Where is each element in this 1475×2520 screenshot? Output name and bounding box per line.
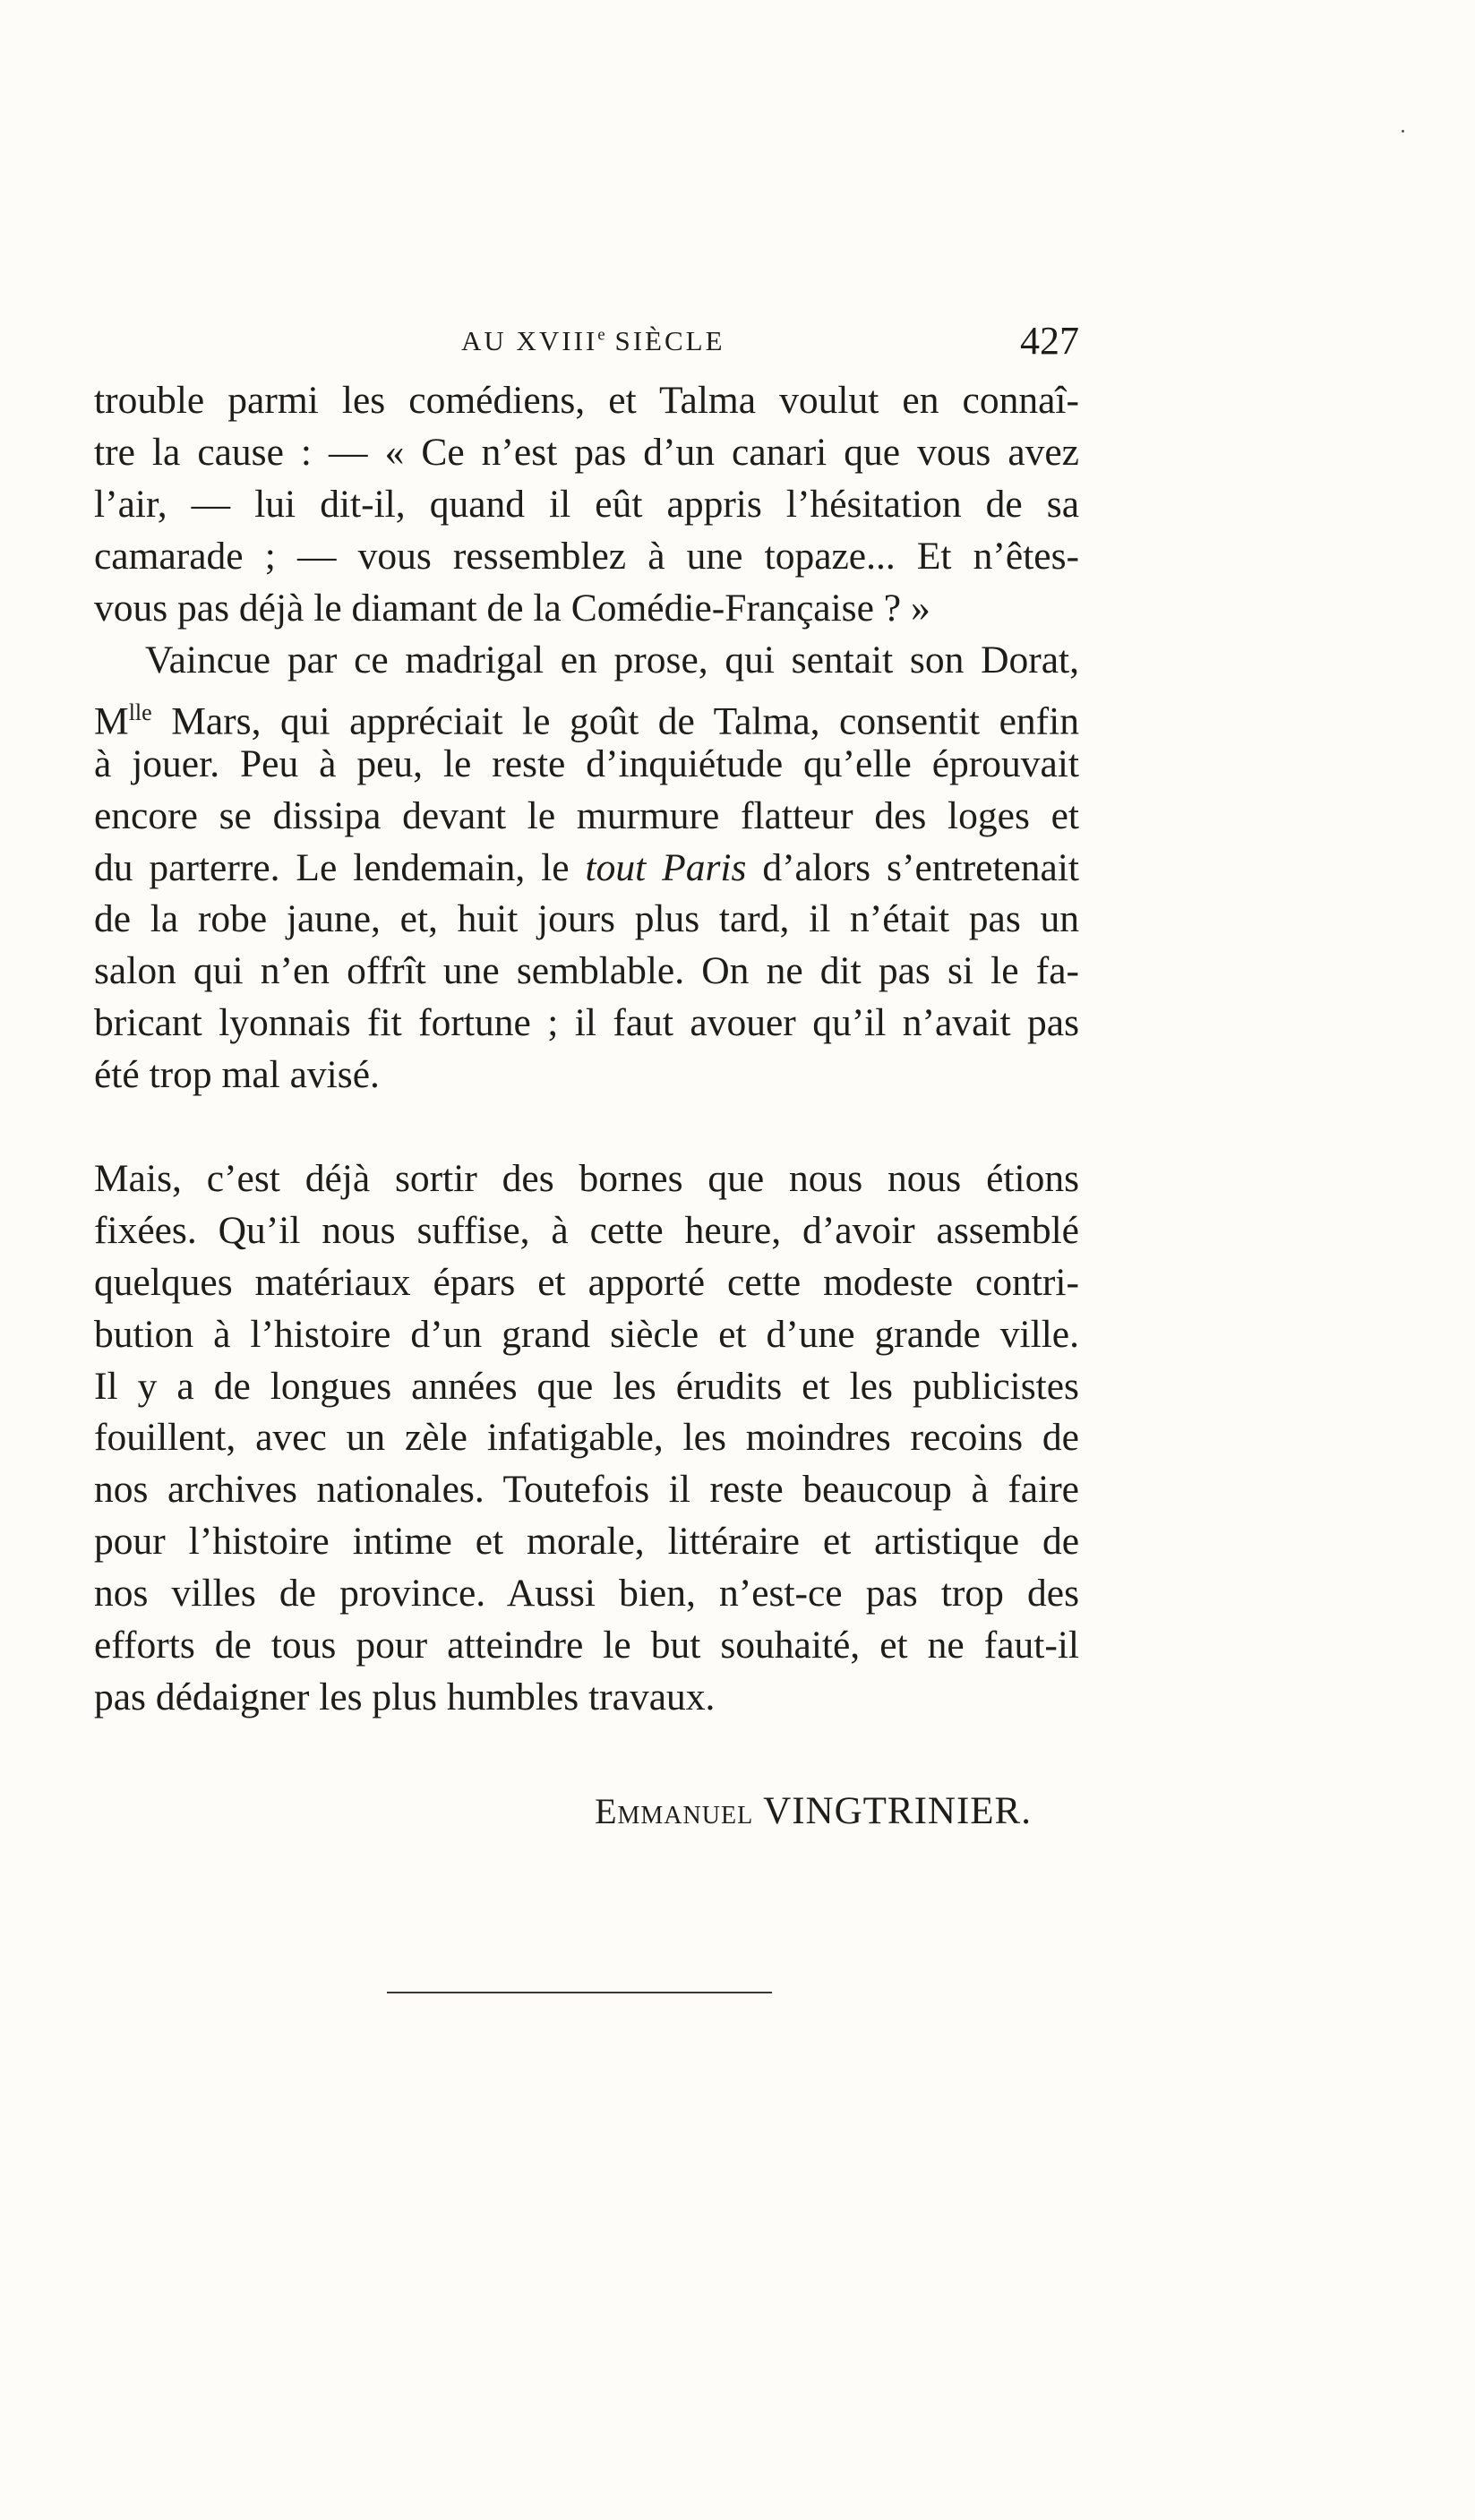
- superscript: lle: [128, 699, 152, 725]
- text-line: pas dédaigner les plus humbles travaux.: [94, 1675, 716, 1719]
- text-line: nos villes de province. Aussi bien, n’est-ce pas trop des: [94, 1572, 1079, 1616]
- text-line: fouillent, avec un zèle infatigable, les moindres recoins de: [94, 1416, 1079, 1460]
- running-title-pre: AU XVIII: [461, 325, 598, 356]
- paragraph-continuation: [94, 375, 1079, 634]
- text-line: bricant lyonnais fit fortune ; il faut avouer qu’il n’avait pas: [94, 1001, 1079, 1045]
- text-line: salon qui n’en offrît une semblable. On ne dit pas si le fa-: [94, 949, 1079, 993]
- text-line: pour l’histoire intime et morale, littéraire et artistique de: [94, 1520, 1079, 1564]
- italic-phrase: tout Paris: [585, 845, 747, 889]
- paragraph-conclusion: [94, 1153, 1079, 1724]
- text-line: trouble parmi les comédiens, et Talma voulut en connaî-: [94, 379, 1079, 422]
- text-line: à jouer. Peu à peu, le reste d’inquiétude qu’elle éprouvait: [94, 741, 1079, 785]
- text-line: camarade ; — vous ressemblez à une topaze... Et n’êtes-: [94, 534, 1079, 578]
- author-first-name: Emmanuel: [595, 1791, 754, 1831]
- text-line: encore se dissipa devant le murmure flatteur des loges et: [94, 793, 1079, 837]
- running-title-post: SIÈCLE: [605, 325, 725, 356]
- text-line: efforts de tous pour atteindre le but souhaité, et ne faut-il: [94, 1624, 1079, 1667]
- text-line: tre la cause : — « Ce n’est pas d’un canari que vous avez: [94, 430, 1079, 474]
- text-line: Mais, c’est déjà sortir des bornes que nous nous étions: [94, 1157, 1079, 1200]
- author-last-name: VINGTRINIER.: [763, 1790, 1032, 1832]
- text-line: quelques matériaux épars et apporté cette modeste contri-: [94, 1260, 1079, 1304]
- paper-speck: [1402, 130, 1404, 133]
- text-line: de la robe jaune, et, huit jours plus tard, il n’était pas un: [94, 897, 1079, 941]
- text-line: [94, 843, 1079, 895]
- running-head: [94, 318, 1079, 372]
- text-line: l’air, — lui dit-il, quand il eût appris l’hésitation de sa: [94, 482, 1079, 526]
- paragraph-talma-mars: [94, 635, 1079, 1101]
- running-title: [461, 325, 725, 357]
- text-line: [94, 687, 1079, 743]
- text-line: fixées. Qu’il nous suffise, à cette heure, d’avoir assemblé: [94, 1208, 1079, 1252]
- text-fragment: d’alors s’entretenait: [746, 845, 1079, 889]
- text-fragment: M: [94, 699, 129, 743]
- text-line: été trop mal avisé.: [94, 1053, 380, 1097]
- text-line: vous pas déjà le diamant de la Comédie-Française ? »: [94, 586, 930, 630]
- text-line: Vaincue par ce madrigal en prose, qui sentait son Dorat,: [145, 639, 1079, 681]
- closing-rule: [387, 1992, 772, 1993]
- text-line: Il y a de longues années que les érudits et les publicistes: [94, 1364, 1079, 1408]
- running-title-superscript: e: [597, 325, 605, 345]
- text-fragment: du parterre. Le lendemain, le: [94, 845, 586, 889]
- text-line: bution à l’histoire d’un grand siècle et d’une grande ville.: [94, 1312, 1079, 1356]
- text-line: nos archives nationales. Toutefois il reste beaucoup à faire: [94, 1468, 1079, 1512]
- author-signature: [595, 1789, 1032, 1833]
- text-fragment: Mars, qui appréciait le goût de Talma, consentit enfin: [151, 699, 1079, 743]
- page-number: 427: [1020, 319, 1079, 363]
